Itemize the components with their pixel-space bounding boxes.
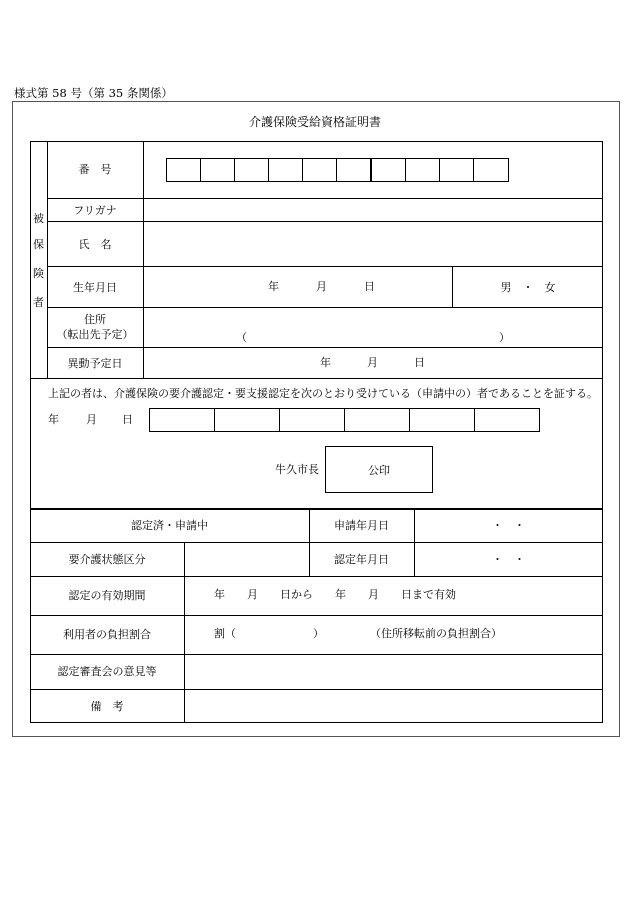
- move-month-label: 月: [367, 356, 378, 369]
- issue-box[interactable]: [279, 408, 345, 432]
- issuer-name: 牛久市長: [275, 463, 319, 476]
- remarks-label: 備 考: [90, 700, 124, 713]
- document-title: 介護保険受給資格証明書: [248, 115, 381, 129]
- move-year-label: 年: [320, 356, 331, 369]
- side-label-char: 被: [33, 212, 44, 225]
- name-label: 氏 名: [78, 238, 112, 251]
- issue-day-label: 日: [122, 413, 133, 426]
- cert-date-value[interactable]: ・ ・: [492, 553, 525, 566]
- number-digit-box[interactable]: [336, 158, 371, 182]
- validity-label: 認定の有効期間: [68, 589, 146, 602]
- certification-statement: 上記の者は、介護保険の要介護認定・要支援認定を次のとおり受けている（申請中の）者であることを証する。: [48, 387, 598, 400]
- address-label: 住所 （転出先予定）: [56, 313, 134, 341]
- validity-period-text[interactable]: 年 月 日から 年 月 日まで有効: [214, 588, 456, 601]
- sex-choice[interactable]: 男 ・ 女: [500, 281, 556, 294]
- burden-note: （住所移転前の負担割合）: [370, 627, 502, 640]
- number-digit-box[interactable]: [268, 158, 303, 182]
- application-date-label: 申請年月日: [334, 519, 389, 532]
- birth-year-label: 年: [268, 280, 279, 293]
- burden-label: 利用者の負担割合: [63, 628, 151, 641]
- status-label[interactable]: 認定済・申請中: [131, 519, 208, 532]
- issue-box[interactable]: [474, 408, 540, 432]
- name-field[interactable]: [144, 222, 602, 265]
- birth-date-label: 生年月日: [73, 281, 117, 294]
- address-field[interactable]: [144, 308, 602, 346]
- issue-box[interactable]: [149, 408, 215, 432]
- number-digit-box[interactable]: [405, 158, 440, 182]
- furigana-field[interactable]: [144, 199, 602, 220]
- address-paren-close: ）: [499, 331, 510, 344]
- number-digit-box[interactable]: [166, 158, 201, 182]
- number-digit-box[interactable]: [302, 158, 337, 182]
- furigana-label: フリガナ: [73, 204, 117, 217]
- opinion-field[interactable]: [185, 655, 602, 688]
- number-digit-box[interactable]: [200, 158, 235, 182]
- care-level-label: 要介護状態区分: [68, 553, 146, 566]
- birth-month-label: 月: [316, 280, 327, 293]
- birth-day-label: 日: [364, 280, 375, 293]
- cert-date-label: 認定年月日: [334, 553, 389, 566]
- number-digit-box[interactable]: [439, 158, 474, 182]
- move-day-label: 日: [414, 356, 425, 369]
- issue-box[interactable]: [344, 408, 410, 432]
- issue-year-label: 年: [48, 413, 59, 426]
- number-label: 番 号: [78, 163, 112, 176]
- remarks-field[interactable]: [185, 690, 602, 722]
- number-digit-box[interactable]: [234, 158, 269, 182]
- issue-box[interactable]: [409, 408, 475, 432]
- move-date-label: 異動予定日: [67, 357, 123, 370]
- form-number: 様式第 58 号（第 35 条関係）: [14, 86, 173, 100]
- address-paren-open: （: [236, 331, 247, 344]
- side-label-char: 険: [33, 267, 44, 280]
- burden-ratio[interactable]: 割（ ）: [214, 627, 324, 640]
- official-seal-label: 公印: [368, 464, 390, 477]
- opinion-label: 認定審査会の意見等: [57, 665, 157, 678]
- side-label-char: 者: [33, 296, 44, 309]
- side-label-char: 保: [33, 238, 44, 251]
- care-level-field[interactable]: [185, 543, 308, 575]
- number-digit-box[interactable]: [473, 158, 509, 182]
- number-digit-box[interactable]: [371, 158, 406, 182]
- application-date-value[interactable]: ・ ・: [492, 519, 525, 532]
- issue-month-label: 月: [86, 413, 97, 426]
- issue-box[interactable]: [214, 408, 280, 432]
